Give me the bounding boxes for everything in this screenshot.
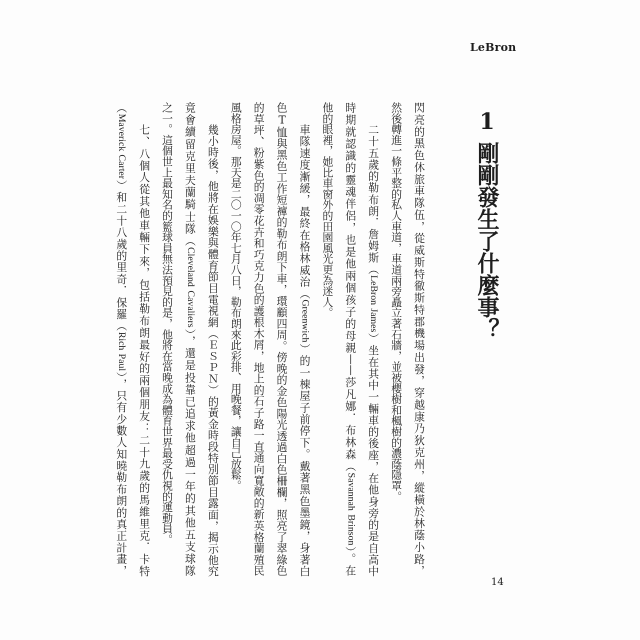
text-line-14 bbox=[109, 102, 132, 576]
line-text: ），只有少數人知曉勒布朗的真正計畫， bbox=[115, 371, 129, 577]
latin-letter: T bbox=[275, 113, 289, 127]
text-line-9 bbox=[224, 102, 247, 576]
text-line-2 bbox=[384, 102, 407, 576]
latin-text: Rich Paul bbox=[116, 331, 128, 372]
text-line-1 bbox=[407, 102, 430, 576]
line-text: 幾小時後，他將在娛樂與體育節目電視網（ＥＳＰＮ）的黃金時段特別節目露面，揭示他究 bbox=[206, 123, 220, 576]
line-text: 閃亮的黑色休旅車隊伍，從威斯特徹斯特郡機場出發，穿越康乃狄克州，縱橫於林蔭小路， bbox=[413, 102, 426, 576]
text-line-5 bbox=[315, 102, 338, 576]
line-text: 風格房屋。那天是二〇一〇年七月八日，勒布朗來此彩排、用晚餐，讓自己放鬆。 bbox=[229, 102, 243, 491]
line-text: （ bbox=[115, 102, 129, 114]
line-text: 的草坪、粉紫色的凋零花卉和巧克力色的護根木屑，地上的石子路一直通向寬敞的新英格蘭殖民 bbox=[252, 102, 266, 576]
line-text: ），還是投靠已追求他超過一年的其他五支球隊 bbox=[183, 327, 197, 576]
line-text: 然後轉進一條平整的私人車道，車道兩旁矗立著石牆，並被櫻樹和楓樹的濃蔭隱罩。 bbox=[390, 102, 404, 502]
text-line-13 bbox=[132, 102, 155, 576]
latin-text: Greenwich bbox=[299, 299, 311, 343]
latin-text: Cleveland Cavaliers bbox=[184, 247, 196, 328]
text-line-10 bbox=[201, 102, 224, 576]
text-line-6 bbox=[293, 102, 316, 576]
line-text: 恤與黑色工作短褲的勒布朗下車，環顧四周。傍晚的金色陽光透過白色柵欄，照亮了翠綠色 bbox=[275, 126, 289, 576]
text-line-8 bbox=[247, 102, 270, 576]
line-text: 七、八個人從其他車輛下來，包括勒布朗最好的兩個朋友：二十九歲的馬維里克．卡特 bbox=[138, 123, 152, 576]
line-text: ）坐在其中一輛車的後座，在他身旁的是自高中 bbox=[367, 331, 381, 576]
running-header: LeBron bbox=[470, 41, 517, 54]
line-text: ）。在 bbox=[344, 545, 358, 576]
body-text bbox=[109, 102, 430, 576]
line-text: 他的眼裡，她比車窗外的田園風光更為迷人。 bbox=[321, 102, 335, 318]
line-text: 車隊速度漸緩，最終在格林威治（ bbox=[298, 123, 312, 300]
text-line-12 bbox=[155, 102, 178, 576]
text-line-7 bbox=[270, 102, 293, 576]
text-line-11 bbox=[178, 102, 201, 576]
chapter-number: 1 bbox=[474, 109, 500, 135]
text-line-3 bbox=[361, 102, 384, 576]
latin-text: Maverick Carter bbox=[116, 113, 128, 180]
line-text: 二十五歲的勒布朗．詹姆斯（ bbox=[367, 123, 381, 275]
line-text: 時期就認識的靈魂伴侶，也是他兩個孩子的母親——莎凡娜．布林森（ bbox=[344, 102, 358, 473]
chapter-title bbox=[474, 109, 500, 349]
latin-text: Savannah Brinson bbox=[345, 472, 357, 546]
line-text: ）的一棟屋子前停下。戴著黑色墨鏡，身著白 bbox=[298, 342, 312, 577]
latin-text: LeBron James bbox=[368, 274, 380, 332]
line-text: ）和二十八歲的里奇．保羅（ bbox=[115, 179, 129, 332]
page-number: 14 bbox=[491, 577, 504, 588]
line-text: 竟會續留克里夫蘭騎士隊（ bbox=[183, 102, 197, 248]
chapter-heading: 剛剛發生了什麼事？ bbox=[474, 142, 500, 340]
text-line-4 bbox=[338, 102, 361, 576]
line-text: 色 bbox=[275, 102, 289, 114]
line-text: 之一。這個世上最知名的籃球員無法預見的是，他將在當晚成為體育世界最受仇視的運動員。 bbox=[161, 102, 175, 545]
